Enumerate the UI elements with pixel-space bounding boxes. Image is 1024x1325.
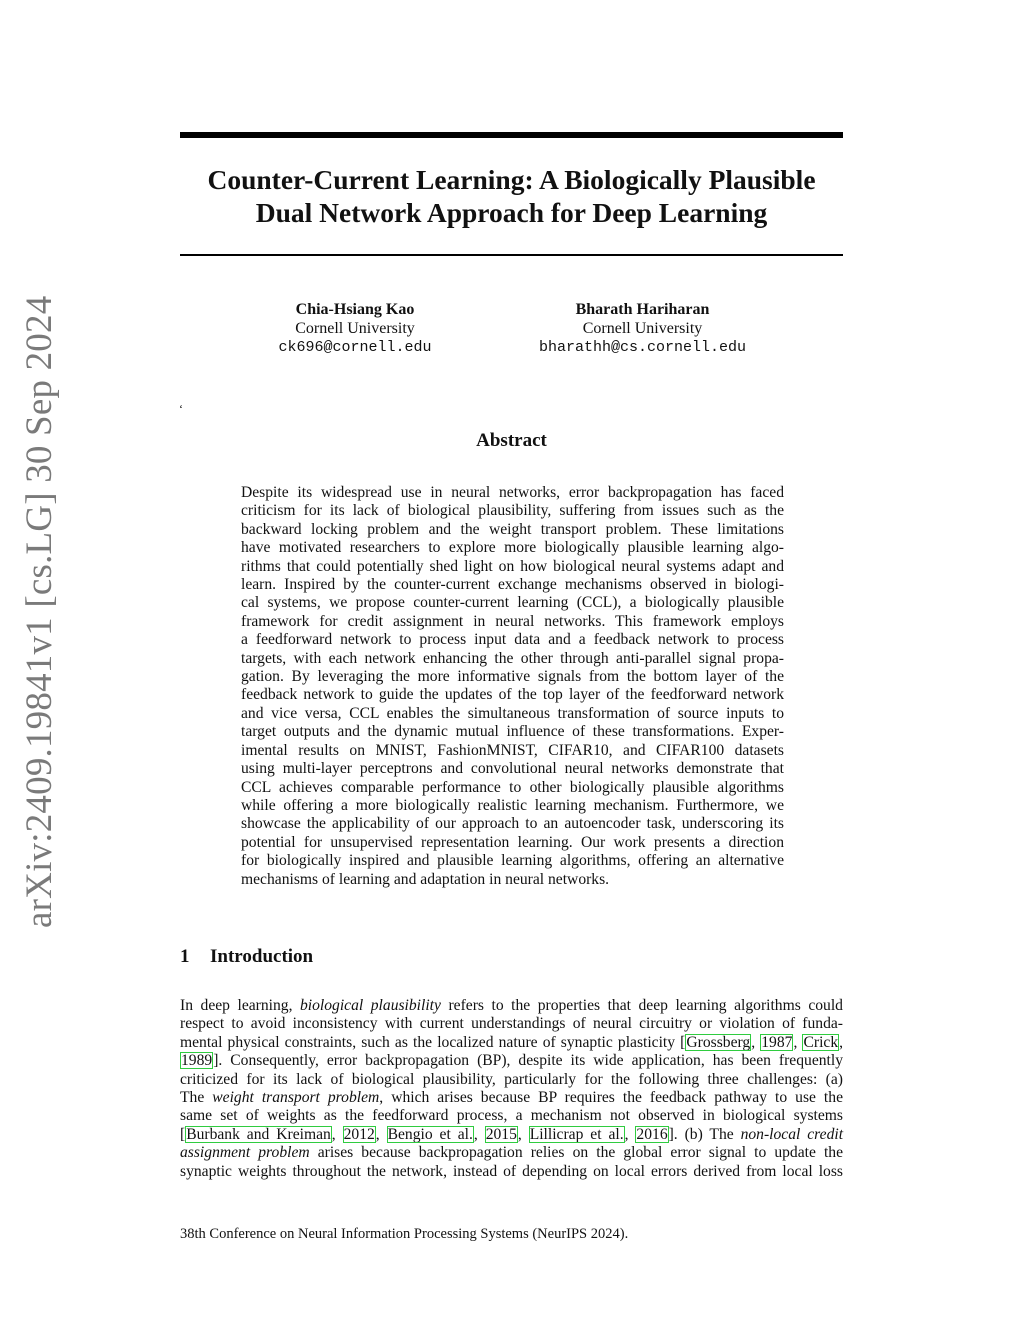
title-bottom-rule	[180, 254, 843, 256]
intro-text: ]. Consequently, error backpropagation (BP), despite its wide application, has been frequently	[213, 1052, 843, 1070]
abstract-line: a feedforward network to process input data and a feedback network to process	[241, 631, 784, 649]
author-email[interactable]: ck696@cornell.edu	[278, 339, 432, 356]
abstract-line: gation. By leveraging the more informative signals from the bottom layer of the	[241, 668, 784, 686]
title-top-rule	[180, 132, 843, 138]
conference-footnote: 38th Conference on Neural Information Processing Systems (NeurIPS 2024).	[180, 1226, 629, 1242]
citation-link-burbank-year[interactable]: 2012	[343, 1125, 375, 1143]
citation-link-burbank[interactable]: Burbank and Kreiman	[186, 1125, 331, 1143]
abstract-line: backward locking problem and the weight transport problem. These limitations	[241, 520, 784, 538]
paper-title	[180, 163, 843, 229]
author-block	[235, 300, 475, 357]
citation-link-grossberg[interactable]: Grossberg	[686, 1033, 751, 1051]
intro-line	[180, 1052, 843, 1070]
abstract-line: targets, with each network enhancing the other through anti-parallel signal propa-	[241, 649, 784, 667]
abstract-line: imental results on MNIST, FashionMNIST, CIFAR10, and CIFAR100 datasets	[241, 741, 784, 759]
abstract-line: target outputs and the dynamic mutual influence of these transformations. Exper-	[241, 723, 784, 741]
paper-title-line: Dual Network Approach for Deep Learning	[255, 197, 768, 228]
citation-link-crick[interactable]: Crick	[803, 1033, 839, 1051]
abstract-line: and vice versa, CCL enables the simultaneous transformation of source inputs to	[241, 704, 784, 722]
intro-line: synaptic weights throughout the network, instead of depending on local errors derived from local loss	[180, 1162, 843, 1180]
intro-line	[180, 1089, 843, 1107]
abstract-line: for biologically inspired and plausible learning algorithms, offering an alternative	[241, 852, 784, 870]
abstract-line: have motivated researchers to explore more biologically plausible learning algo-	[241, 539, 784, 557]
abstract-line: using multi-layer perceptrons and convolutional neural networks demonstrate that	[241, 760, 784, 778]
intro-emphasis: non-local credit	[740, 1125, 844, 1143]
intro-text: arises because backpropagation relies on the global error signal to update the	[309, 1144, 844, 1162]
intro-line: criticized for its lack of biological plausibility, particularly for the following three challenges: (a)	[180, 1070, 843, 1088]
author-affiliation: Cornell University	[582, 320, 703, 337]
abstract-line: criticism for its lack of biological plausibility, suffering from issues such as the	[241, 502, 784, 520]
intro-line	[180, 997, 843, 1015]
citation-link-crick-year[interactable]: 1989	[181, 1052, 213, 1070]
intro-text: ]. (b) The	[668, 1125, 741, 1143]
abstract-line: framework for credit assignment in neural networks. This framework employs	[241, 612, 784, 630]
citation-link-lillicrap-year[interactable]: 2016	[636, 1125, 668, 1143]
intro-text: The	[180, 1089, 213, 1107]
author-name: Bharath Hariharan	[575, 301, 710, 318]
intro-line: same set of weights as the feedforward process, a mechanism not observed in biological systems	[180, 1107, 843, 1125]
stray-mark: ‘	[179, 402, 183, 416]
citation-link-bengio[interactable]: Bengio et al.	[387, 1125, 473, 1143]
intro-line: respect to avoid inconsistency with current understandings of neural circuitry or violation of funda-	[180, 1015, 843, 1033]
section-number: 1	[180, 946, 190, 967]
section-heading-introduction	[180, 946, 313, 968]
abstract-line: while offering a more biologically realistic learning mechanism. Furthermore, we	[241, 796, 784, 814]
citation-link-grossberg-year[interactable]: 1987	[761, 1033, 793, 1051]
intro-text: In deep learning,	[180, 997, 300, 1014]
abstract-line: rithms that could potentially shed light on how biological neural systems adapt and	[241, 557, 784, 575]
intro-text: refers to the properties that deep learning algorithms could	[440, 997, 843, 1014]
author-email[interactable]: bharathh@cs.cornell.edu	[538, 339, 747, 356]
intro-text: mental physical constraints, such as the localized nature of synaptic plasticity [	[180, 1033, 686, 1051]
abstract-line: learn. Inspired by the counter-current exchange mechanisms observed in biologi-	[241, 576, 784, 594]
intro-line: [Burbank and Kreiman, 2012, Bengio et al., 2015, Lillicrap et al., 2016]. (b) The non-local credit	[180, 1125, 844, 1143]
author-name: Chia-Hsiang Kao	[295, 301, 415, 318]
abstract-line: mechanisms of learning and adaptation in neural networks.	[241, 870, 610, 888]
author-affiliation: Cornell University	[295, 320, 415, 337]
abstract-line: CCL achieves comparable performance to other biologically plausible algorithms	[241, 778, 784, 796]
arxiv-identifier-stamp: arXiv:2409.19841v1 [cs.LG] 30 Sep 2024	[19, 295, 60, 928]
paper-title-line: Counter-Current Learning: A Biologically Plausible	[207, 164, 816, 195]
abstract-line: potential for unsupervised representation learning. Our work presents a direction	[241, 833, 784, 851]
section-title: Introduction	[210, 946, 314, 967]
abstract-line: showcase the applicability of our approach to an autoencoder task, underscoring its	[241, 815, 784, 833]
citation-link-bengio-year[interactable]: 2015	[485, 1125, 517, 1143]
intro-emphasis: weight transport problem	[212, 1089, 380, 1107]
citation-link-lillicrap[interactable]: Lillicrap et al.	[529, 1125, 624, 1143]
abstract-heading: Abstract	[476, 430, 547, 451]
introduction-body	[180, 997, 843, 1181]
intro-emphasis: biological plausibility	[300, 997, 441, 1014]
intro-line	[180, 1144, 843, 1162]
abstract-line: feedback network to guide the updates of the top layer of the feedforward network	[241, 686, 784, 704]
author-block	[500, 300, 785, 357]
abstract-line: cal systems, we propose counter-current learning (CCL), a biologically plausible	[241, 594, 784, 612]
intro-emphasis: assignment problem	[180, 1144, 310, 1162]
abstract-body	[241, 484, 784, 889]
abstract-line: Despite its widespread use in neural networks, error backpropagation has faced	[241, 484, 784, 501]
intro-text: , which arises because BP requires the feedback pathway to use the	[379, 1089, 843, 1107]
intro-line: mental physical constraints, such as the localized nature of synaptic plasticity [Grossberg, 1987, Crick,	[180, 1033, 844, 1051]
